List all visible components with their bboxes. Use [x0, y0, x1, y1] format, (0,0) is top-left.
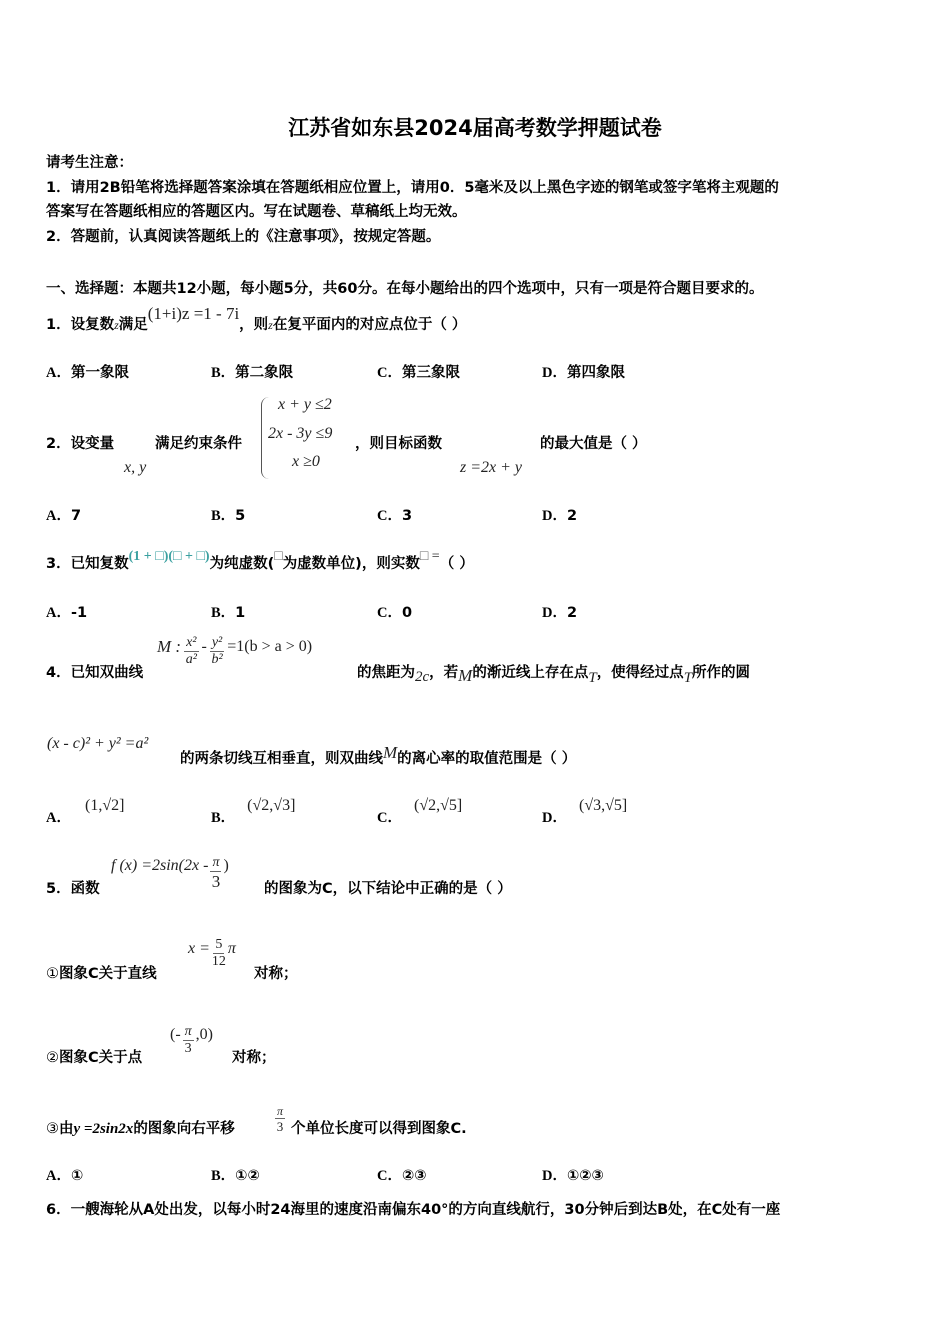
statement-2-formula: (- $\frac{\pi}{3}$ ,0) — [170, 1024, 213, 1056]
constraint-3: x ≥0 — [292, 453, 320, 470]
notice-line-1b: 答案写在答题纸相应的答题区内。写在试题卷、草稿纸上均无效。 — [46, 204, 467, 220]
question-6: 6．一艘海轮从A处出发，以每小时24海里的速度沿南偏东40°的方向直线航行，30分钟后到达B处，在C处有一座 — [46, 1202, 781, 1218]
question-text: 设复数 — [70, 317, 115, 333]
question-5-text: 的图象为C，以下结论中正确的是（ ） — [264, 881, 512, 897]
question-text: 在复平面内的对应点位于（ ） — [272, 317, 467, 333]
option-c[interactable]: C．3 — [377, 508, 413, 524]
notice-line-2: 2．答题前，认真阅读答题纸上的《注意事项》，按规定答题。 — [46, 229, 441, 245]
statement-3-end: 个单位长度可以得到图象C. — [291, 1121, 467, 1137]
glyph-a: □ = — [419, 549, 440, 564]
question-2-number: 2．设变量 — [46, 436, 115, 452]
notice-line-1a: 1．请用2B铅笔将选择题答案涂填在答题纸相应位置上，请用0．5毫米及以上黑色字迹的钢笔或签字笔将主观题的 — [46, 180, 779, 196]
question-3: 3．已知复数(1 + □)(□ + □)为纯虚数(□为虚数单位)，则实数□ =（ ） — [46, 549, 474, 572]
question-4-line2: 的两条切线互相垂直，则双曲线M的离心率的取值范围是（ ） — [180, 743, 577, 767]
constraint-1: x + y ≤2 — [278, 396, 332, 413]
option-d[interactable]: D．(√3,√5] — [542, 797, 628, 826]
option-b[interactable]: B．①② — [211, 1168, 260, 1184]
math-formula: (1+i)z =1 - 7i — [147, 304, 240, 323]
glyph-i: □ — [274, 549, 283, 564]
option-b[interactable]: B．5 — [211, 508, 246, 524]
page-title: 江苏省如东县2024届高考数学押题试卷 — [288, 116, 662, 140]
option-b[interactable]: B．(√2,√3] — [211, 797, 296, 826]
question-text: ，则目标函数 — [355, 436, 442, 452]
statement-3-fraction: $\frac{\pi}{3}$ — [276, 1104, 284, 1134]
option-d[interactable]: D．2 — [542, 605, 578, 621]
question-text: 的最大值是（ ） — [540, 436, 647, 452]
statement-2-end: 对称； — [232, 1050, 276, 1066]
option-a[interactable]: A．7 — [46, 508, 82, 524]
option-c[interactable]: C．(√2,√5] — [377, 797, 463, 826]
math-formula: (1 + □)(□ + □) — [128, 549, 210, 564]
section-heading: 一、选择题：本题共12小题，每小题5分，共60分。在每小题给出的四个选项中，只有一项是符合题目要求的。 — [46, 281, 764, 297]
function-formula: f (x) =2sin(2x - $\frac{\pi}{3}$ ) — [111, 855, 229, 891]
option-b[interactable]: B．第二象限 — [211, 365, 294, 381]
circle-formula: (x - c)² + y² =a² — [47, 735, 149, 752]
hyperbola-formula: M : $\frac{\text{x²}}{\text{a²}}$ - $\frac{\text{y²}}{\text{b²}}$ =1(b > a > 0) — [157, 635, 313, 667]
math-vars: x, y — [124, 459, 147, 476]
statement-1-formula: x = $\frac{5}{12}$ π — [188, 937, 236, 969]
question-5-prefix: 5．函数 — [46, 881, 100, 897]
math-var: z — [268, 318, 273, 332]
objective-function: z =2x + y — [460, 459, 523, 476]
option-a[interactable]: A．① — [46, 1168, 84, 1184]
question-1 — [46, 304, 467, 334]
question-text: ，则 — [239, 317, 269, 333]
option-b[interactable]: B．1 — [211, 605, 246, 621]
statement-1-end: 对称； — [254, 966, 298, 982]
question-text: 满足约束条件 — [155, 436, 242, 452]
question-4-prefix: 4．已知双曲线 — [46, 665, 144, 681]
math-var: z — [114, 318, 119, 332]
option-a[interactable]: A．(1,√2] — [46, 797, 125, 826]
option-a[interactable]: A．-1 — [46, 605, 88, 621]
question-4-text: 的焦距为2c，若M的渐近线上存在点T，使得经过点T所作的圆 — [357, 665, 751, 686]
notice-heading: 请考生注意： — [46, 155, 133, 171]
statement-1: ①图象C关于直线 — [46, 966, 157, 982]
option-a[interactable]: A．第一象限 — [46, 365, 129, 381]
option-d[interactable]: D．2 — [542, 508, 578, 524]
constraint-2: 2x - 3y ≤9 — [268, 425, 333, 442]
option-d[interactable]: D．①②③ — [542, 1168, 604, 1184]
statement-3: ③由y =2sin2x的图象向右平移 — [46, 1121, 235, 1137]
option-c[interactable]: C．0 — [377, 605, 413, 621]
question-text: 满足 — [118, 317, 148, 333]
statement-2: ②图象C关于点 — [46, 1050, 143, 1066]
question-number: 1． — [46, 317, 71, 333]
option-d[interactable]: D．第四象限 — [542, 365, 625, 381]
option-c[interactable]: C．第三象限 — [377, 365, 460, 381]
option-c[interactable]: C．②③ — [377, 1168, 427, 1184]
